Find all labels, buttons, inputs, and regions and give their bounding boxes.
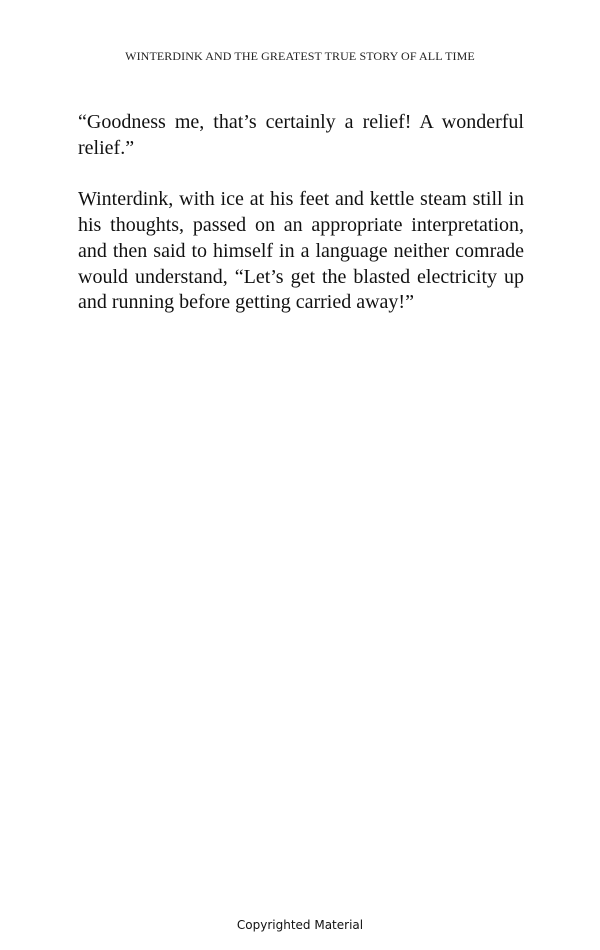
paragraph-1: “Goodness me, that’s certainly a relief! A wonderful relief.” xyxy=(78,111,524,159)
running-header: WINTERDINK AND THE GREATEST TRUE STORY OF ALL TIME xyxy=(125,49,475,63)
paragraph-2: Winterdink, with ice at his feet and kettle steam still in his thoughts, passed on an appropriate interpretation, and then said to himself in a language neither comrade would understand, “Let’s get the blasted electricity up and running before getting carried away!” xyxy=(78,188,524,314)
page-body xyxy=(78,110,524,342)
copyright-footer: Copyrighted Material xyxy=(236,918,364,932)
